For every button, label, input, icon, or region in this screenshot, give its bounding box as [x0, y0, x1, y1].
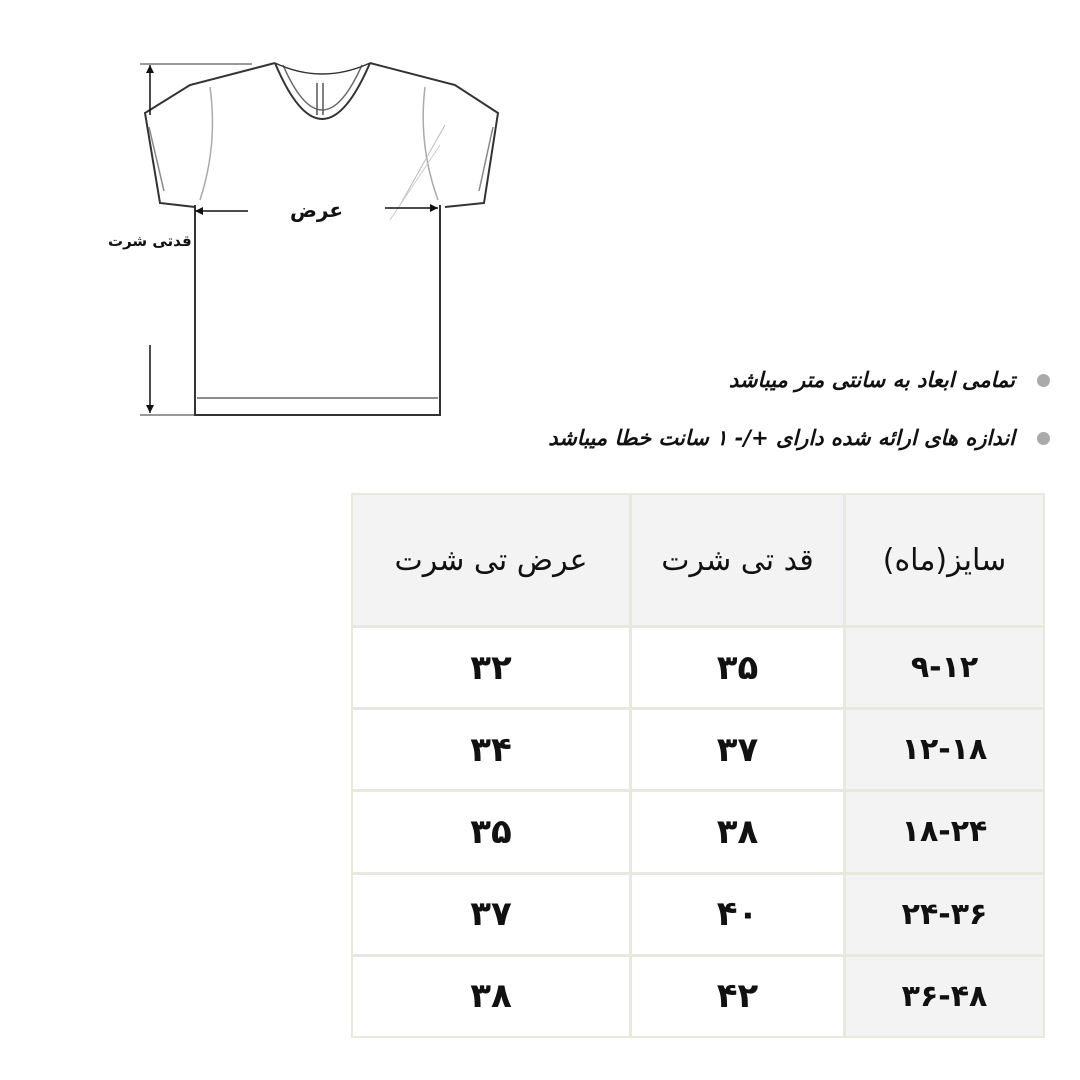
- cell-length: ۴۲: [632, 957, 843, 1036]
- size-table: [351, 493, 1045, 1038]
- note-item: [560, 360, 1050, 400]
- cell-size: ۲۴-۳۶: [846, 875, 1043, 954]
- cell-size: ۱۲-۱۸: [846, 710, 1043, 789]
- cell-width: ۳۵: [353, 792, 629, 871]
- width-label: عرض: [290, 198, 344, 222]
- cell-length: ۴۰: [632, 875, 843, 954]
- cell-length: ۳۸: [632, 792, 843, 871]
- note-item: [548, 418, 1050, 458]
- bullet-icon: [1037, 374, 1050, 387]
- notes-list: [548, 360, 1050, 476]
- bullet-icon: [1037, 432, 1050, 445]
- tshirt-diagram: [100, 55, 520, 425]
- cell-size: ۱۸-۲۴: [846, 792, 1043, 871]
- cell-size: ۳۶-۴۸: [846, 957, 1043, 1036]
- cell-length: ۳۷: [632, 710, 843, 789]
- cell-width: ۳۷: [353, 875, 629, 954]
- header-size: سایز(ماه): [846, 495, 1043, 625]
- length-label: قدتی شرت: [108, 232, 192, 250]
- cell-width: ۳۴: [353, 710, 629, 789]
- cell-width: ۳۸: [353, 957, 629, 1036]
- header-width: عرض تی شرت: [353, 495, 629, 625]
- cell-size: ۹-۱۲: [846, 628, 1043, 707]
- note-text: اندازه های ارائه شده دارای +/- ۱ سانت خطا میباشد: [548, 426, 1015, 450]
- note-text: تمامی ابعاد به سانتی متر میباشد: [728, 368, 1015, 392]
- header-length: قد تی شرت: [632, 495, 843, 625]
- cell-width: ۳۲: [353, 628, 629, 707]
- cell-length: ۳۵: [632, 628, 843, 707]
